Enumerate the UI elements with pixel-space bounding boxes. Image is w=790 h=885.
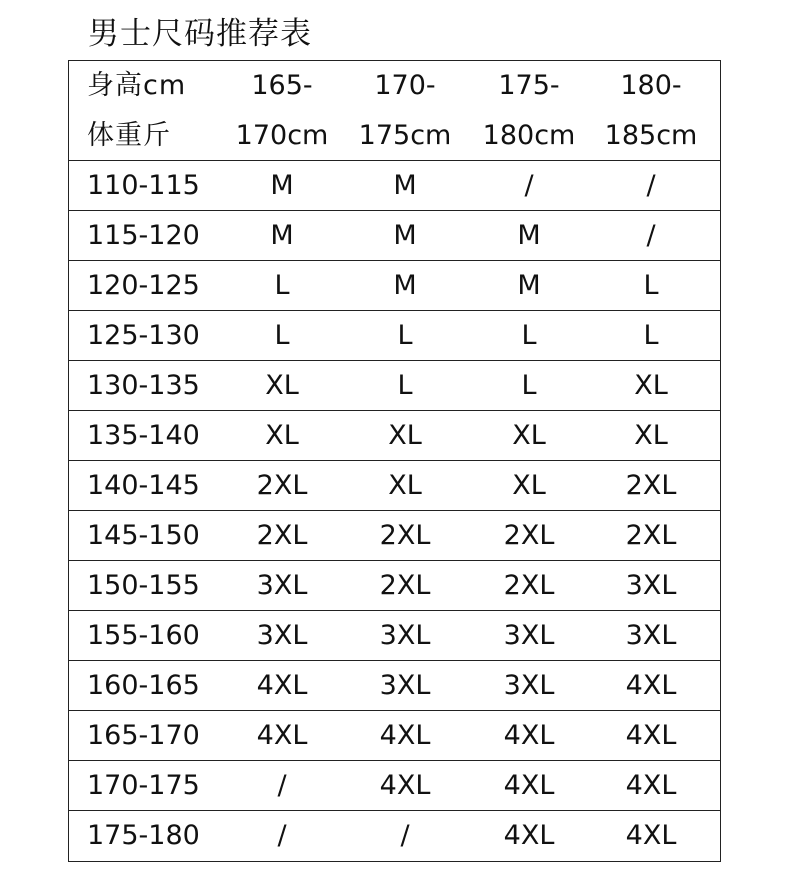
size-cell: L: [521, 370, 537, 401]
size-cell: 4XL: [625, 820, 677, 851]
weight-range: 135-140: [87, 420, 200, 451]
size-cell: 3XL: [625, 570, 677, 601]
size-cell: 3XL: [503, 670, 555, 701]
size-cell: M: [517, 270, 541, 301]
size-cell: 4XL: [503, 720, 555, 751]
size-cell: XL: [512, 470, 546, 501]
size-cell: L: [643, 270, 659, 301]
size-cell: XL: [634, 420, 668, 451]
table-row: [69, 161, 720, 211]
weight-range: 145-150: [87, 520, 200, 551]
height-range-4-end: 185cm: [604, 120, 698, 151]
size-cell: 2XL: [625, 520, 677, 551]
weight-range: 110-115: [87, 170, 200, 201]
size-cell: L: [274, 320, 290, 351]
table-header: [69, 61, 720, 161]
size-cell: /: [277, 770, 287, 801]
size-cell: 4XL: [625, 670, 677, 701]
size-cell: XL: [265, 370, 299, 401]
height-column-label: 身高cm: [87, 70, 187, 101]
size-cell: /: [400, 820, 410, 851]
size-cell: /: [524, 170, 534, 201]
weight-range: 115-120: [87, 220, 200, 251]
size-cell: 2XL: [256, 470, 308, 501]
table-row: [69, 361, 720, 411]
weight-row-label: 体重斤: [87, 120, 171, 151]
page-title: 男士尺码推荐表: [88, 16, 312, 52]
size-cell: 4XL: [256, 720, 308, 751]
size-cell: 2XL: [503, 520, 555, 551]
weight-range: 160-165: [87, 670, 200, 701]
size-cell: 2XL: [379, 570, 431, 601]
table-row: [69, 211, 720, 261]
table-row: [69, 761, 720, 811]
size-cell: 3XL: [625, 620, 677, 651]
weight-range: 150-155: [87, 570, 200, 601]
size-cell: M: [393, 170, 417, 201]
height-range-2-start: 170-: [374, 70, 436, 101]
size-cell: 3XL: [256, 620, 308, 651]
table-row: [69, 811, 720, 861]
size-cell: 2XL: [503, 570, 555, 601]
table-row: [69, 561, 720, 611]
table-row: [69, 661, 720, 711]
size-cell: M: [393, 270, 417, 301]
table-row: [69, 611, 720, 661]
height-range-3-end: 180cm: [482, 120, 576, 151]
weight-range: 140-145: [87, 470, 200, 501]
size-cell: 2XL: [256, 520, 308, 551]
weight-range: 155-160: [87, 620, 200, 651]
height-range-4-start: 180-: [620, 70, 682, 101]
size-cell: XL: [388, 420, 422, 451]
table-row: [69, 511, 720, 561]
size-cell: L: [643, 320, 659, 351]
table-row: [69, 311, 720, 361]
size-cell: M: [393, 220, 417, 251]
height-range-2-end: 175cm: [358, 120, 452, 151]
size-cell: 4XL: [256, 670, 308, 701]
size-cell: L: [274, 270, 290, 301]
weight-range: 120-125: [87, 270, 200, 301]
size-cell: 3XL: [379, 620, 431, 651]
size-cell: 3XL: [379, 670, 431, 701]
weight-range: 130-135: [87, 370, 200, 401]
size-cell: 2XL: [379, 520, 431, 551]
size-cell: XL: [388, 470, 422, 501]
size-cell: L: [397, 320, 413, 351]
weight-range: 175-180: [87, 820, 200, 851]
height-range-1-end: 170cm: [235, 120, 329, 151]
size-cell: 4XL: [379, 720, 431, 751]
size-cell: M: [270, 170, 294, 201]
size-cell: XL: [512, 420, 546, 451]
size-cell: 3XL: [503, 620, 555, 651]
size-cell: /: [646, 220, 656, 251]
size-cell: 4XL: [625, 720, 677, 751]
weight-range: 165-170: [87, 720, 200, 751]
size-cell: M: [270, 220, 294, 251]
size-cell: XL: [634, 370, 668, 401]
size-chart-table: [68, 60, 721, 862]
table-row: [69, 711, 720, 761]
weight-range: 170-175: [87, 770, 200, 801]
size-cell: 4XL: [625, 770, 677, 801]
weight-range: 125-130: [87, 320, 200, 351]
size-cell: 4XL: [379, 770, 431, 801]
table-row: [69, 461, 720, 511]
size-cell: M: [517, 220, 541, 251]
size-cell: 4XL: [503, 770, 555, 801]
size-cell: /: [277, 820, 287, 851]
size-cell: XL: [265, 420, 299, 451]
table-row: [69, 261, 720, 311]
size-cell: L: [521, 320, 537, 351]
size-cell: /: [646, 170, 656, 201]
size-cell: L: [397, 370, 413, 401]
size-cell: 2XL: [625, 470, 677, 501]
height-range-3-start: 175-: [498, 70, 560, 101]
height-range-1-start: 165-: [251, 70, 313, 101]
size-cell: 3XL: [256, 570, 308, 601]
table-row: [69, 411, 720, 461]
size-cell: 4XL: [503, 820, 555, 851]
